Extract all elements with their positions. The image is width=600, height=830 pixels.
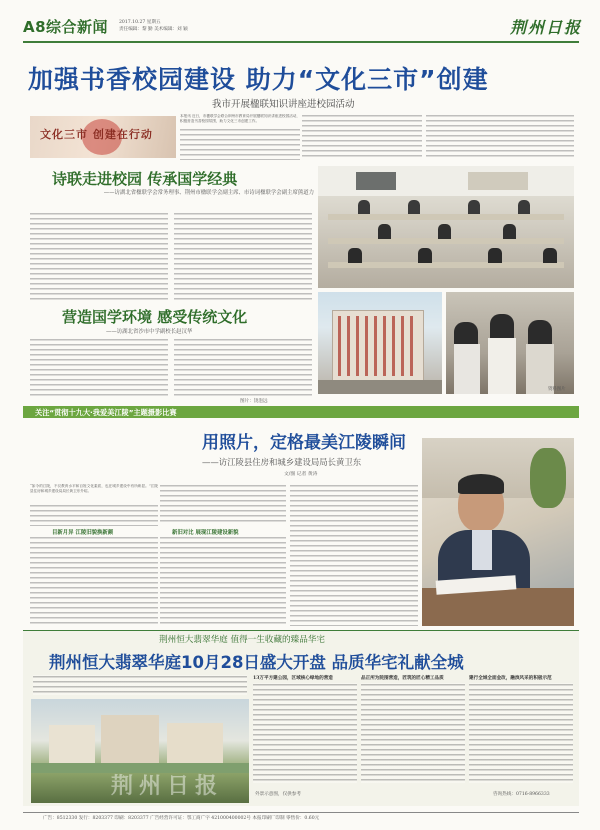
contest-col1b <box>30 536 158 626</box>
masthead-logo: 荆州日报 <box>510 18 583 37</box>
feature-lead: 本报讯 近日，市楹联学会联合荆州市教育局开展楹联知识讲座进校园活动，积极营造书香校园氛围，助力文化三市创建工作。 <box>180 114 300 123</box>
classroom-photo <box>318 166 574 288</box>
contest-body-lead: “如今的江陵，不仅教育水平和百姓文化素质，也在城乡建设中有所彰显。”江陵县住房和城乡建设局局长黄卫东介绍。 <box>30 484 158 493</box>
issue-date: 2017.10.27 星期五 <box>119 20 161 25</box>
contest-sub2: 新旧对比 展现江陵建设新貌 <box>172 530 239 536</box>
ad-image-note: 外景示意图，仅供参考 <box>255 792 301 797</box>
topic-strip-text: 关注“贯彻十九大·我爱美江陵”主题摄影比赛 <box>35 408 177 417</box>
header-rule <box>23 41 579 43</box>
ad-col3-text <box>469 683 573 783</box>
topic-strip <box>23 406 579 418</box>
sub1-body-col2 <box>174 212 312 300</box>
school-building-photo <box>318 292 442 394</box>
ad-section <box>23 630 579 806</box>
photo-caption-2: 资料图片 <box>548 387 566 392</box>
sub2-body-col2 <box>174 338 312 398</box>
sub2-body-col1 <box>30 338 168 398</box>
official-portrait <box>422 438 574 626</box>
sub1-body-col1 <box>30 212 168 300</box>
contest-col2 <box>160 484 286 524</box>
subhead-2: 营造国学环境 感受传统文化 <box>62 308 248 326</box>
page-footer <box>23 812 579 822</box>
footer-text: 广告：8512330 发行：8203377 印刷：8203377 广告经营许可证：鄂工商广字 421000400002号 本报印刷厂印制 零售价：0.60元 <box>43 816 320 821</box>
students-photo <box>446 292 574 394</box>
contest-sub1: 目新月异 江陵旧貌换新颜 <box>52 530 114 536</box>
contest-col3 <box>290 484 418 626</box>
editor-credits: 责任编辑：黎 勤 美术编辑：刘 颖 <box>119 27 188 32</box>
ad-col1-title: 13万平方建公园，区域核心绿地的营造 <box>253 676 333 681</box>
contest-byline: ——访江陵县住房和城乡建设局局长黄卫东 <box>202 457 362 467</box>
subhead-1-byline: ——访湖北省楹联学会常务理事、荆州市楹联学会副主席、市诗词楹联学会副主席熊道力 <box>103 190 314 196</box>
ad-watermark: 荆州日报 <box>111 773 224 799</box>
section-label: A8综合新闻 <box>23 18 109 36</box>
subhead-1: 诗联走进校园 传承国学经典 <box>52 170 238 188</box>
ad-intro-text <box>33 675 247 695</box>
contest-author: 文/图 记者 黄涛 <box>284 472 318 477</box>
subhead-2-byline: ——访湖北省沙市中学副校长赵汉华 <box>106 329 193 335</box>
ad-phone: 咨询热线：0716-8966333 <box>493 792 550 797</box>
banner-text: 文化三市 创建在行动 <box>40 128 153 141</box>
contest-headline: 用照片，定格最美江陵瞬间 <box>202 433 406 453</box>
ad-col2-text <box>361 683 465 783</box>
ad-rendering-image <box>31 699 249 803</box>
ad-col3-title: 建行全城全面金改，融滨风采的积极示范 <box>469 676 552 681</box>
feature-headline: 加强书香校园建设 助力“文化三市”创建 <box>28 65 489 94</box>
ad-headline: 荆州恒大翡翠华庭10月28日盛大开盘 品质华宅礼献全城 <box>49 653 464 672</box>
ad-col2-title: 品正所为院围营造，匠筑的匠心精工品质 <box>361 676 444 681</box>
page-header <box>0 0 600 48</box>
feature-body-col3 <box>426 114 574 160</box>
ad-top-line: 荆州恒大翡翠华庭 值得一生收藏的臻品华宅 <box>159 635 326 645</box>
feature-body-col2 <box>302 114 422 160</box>
ad-col1-text <box>253 683 357 783</box>
feature-body-col1 <box>180 128 300 160</box>
culture-banner-image <box>30 116 176 158</box>
feature-deck: 我市开展楹联知识讲座进校园活动 <box>212 99 355 110</box>
contest-col1 <box>30 504 158 526</box>
photo-caption: 图片：饶泡远 <box>240 399 268 404</box>
contest-col2b <box>160 536 286 626</box>
